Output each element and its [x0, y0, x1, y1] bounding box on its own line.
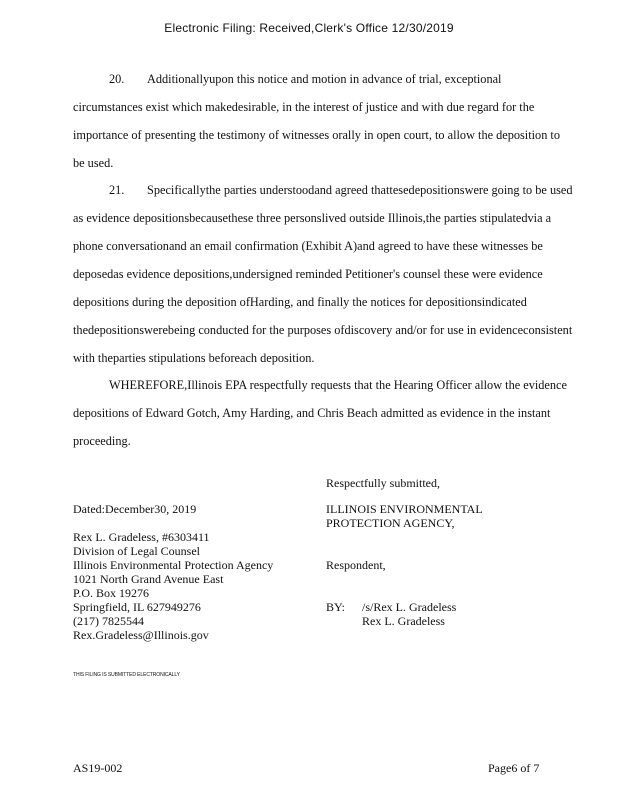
paragraph-text: Specificallythe parties understoodand agreed thattesedepositionswere going to be used as evidence depositionsbecausethese three personslived outside Illinois,the parties stipulatedvia a phone conversationand an email confirmation (Exhibit A)and agreed to have these witnesses be deposedas evidence depositions,undersigned reminded Petitioner's counsel these were evidence depositions during the deposition ofHarding, and finally the notices for depositionsindicated thedepositionswerebeing conducted for the purposes ofdiscovery and/or for use in evidenceconsistent with theparties stipulations beforeach deposition. — [73, 183, 573, 365]
counsel-street: 1021 North Grand Avenue East — [73, 572, 224, 586]
date-line: Dated:December30, 2019 — [73, 502, 197, 516]
agency-block — [326, 502, 483, 530]
paragraph-number: 20. — [109, 72, 125, 86]
paragraph-21 — [73, 176, 573, 372]
wherefore-paragraph — [73, 371, 573, 455]
signature-block — [362, 600, 456, 628]
respondent-label: Respondent, — [326, 558, 386, 572]
page-number: Page6 of 7 — [488, 761, 540, 775]
counsel-city: Springfield, IL 627949276 — [73, 600, 201, 614]
counsel-po-box: P.O. Box 19276 — [73, 586, 150, 600]
case-number: AS19-002 — [73, 761, 123, 775]
paragraph-text: Additionallyupon this notice and motion in advance of trial, exceptional circumstances exist which makedesirable, in the interest of justice and with due regard for the importance of presenting the testimony of witnesses orally in open court, to allow the deposition to be used. — [73, 72, 560, 170]
paragraph-20 — [73, 65, 573, 177]
paragraph-number: 21. — [109, 183, 125, 197]
printed-name: Rex L. Gradeless — [362, 614, 445, 628]
by-label: BY: — [326, 600, 345, 614]
counsel-phone: (217) 7825544 — [73, 614, 144, 628]
paragraph-text: WHEREFORE,Illinois EPA respectfully requests that the Hearing Officer allow the evidence depositions of Edward Gotch, Amy Harding, and Chris Beach admitted as evidence in the instant proceeding. — [73, 378, 567, 448]
counsel-email: Rex.Gradeless@Illinois.gov — [73, 628, 209, 642]
agency-line: PROTECTION AGENCY, — [326, 516, 455, 530]
counsel-name: Rex L. Gradeless, #6303411 — [73, 530, 210, 544]
counsel-division: Division of Legal Counsel — [73, 544, 200, 558]
signed-name: /s/Rex L. Gradeless — [362, 600, 457, 614]
respectfully-submitted: Respectfully submitted, — [326, 476, 440, 490]
electronic-filing-note: THIS FILING IS SUBMITTED ELECTRONICALLY — [73, 672, 180, 678]
counsel-agency: Illinois Environmental Protection Agency — [73, 558, 274, 572]
filing-header: Electronic Filing: Received,Clerk's Office 12/30/2019 — [164, 21, 454, 35]
counsel-address-block — [73, 530, 273, 642]
agency-line: ILLINOIS ENVIRONMENTAL — [326, 502, 483, 516]
